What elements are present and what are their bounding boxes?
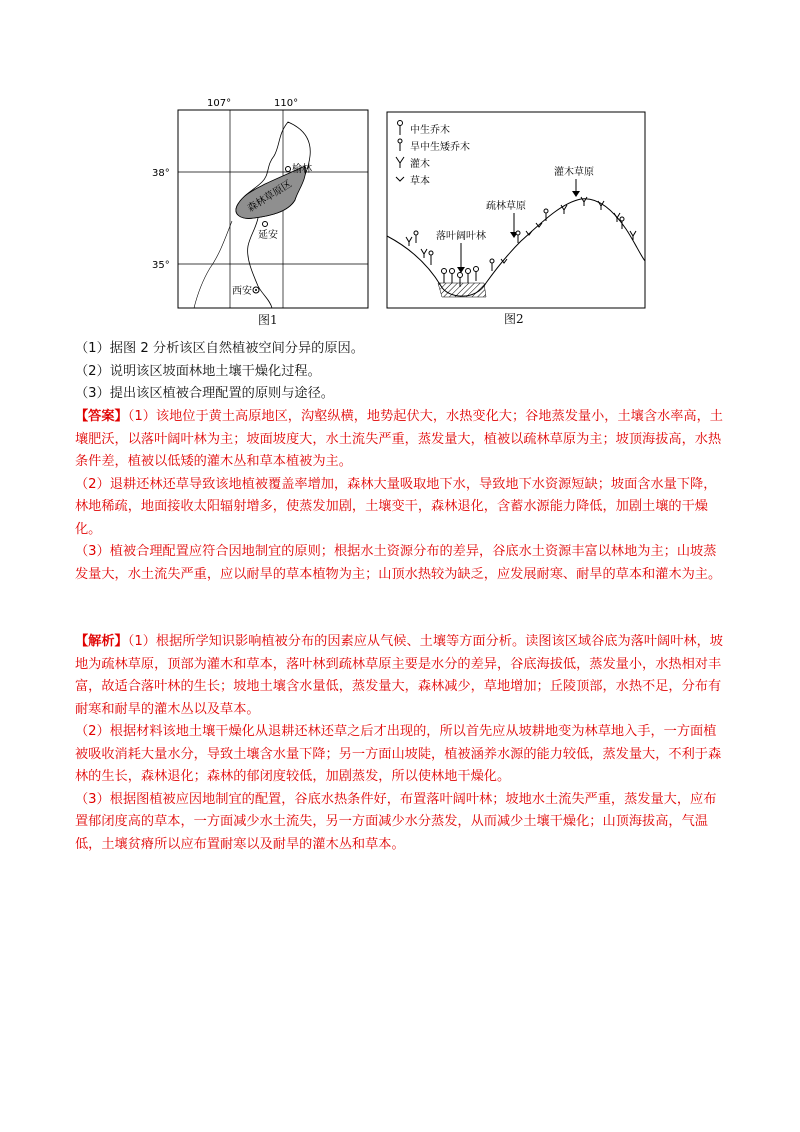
question-1: （1）据图 2 分析该区自然植被空间分异的原因。 (75, 341, 364, 356)
answer-paragraph-3: （3）植被合理配置应符合因地制宜的原则；根据水土资源分布的差异，谷底水土资源丰富以林地为主；山坡蒸发量大，水土流失严重，应以耐旱的草本植物为主；山顶水热较为缺乏，应发展耐寒、耐旱的草本和灌木为主。 (75, 544, 722, 582)
analysis-section (75, 631, 725, 856)
question-3: （3）提出该区植被合理配置的原则与途径。 (75, 386, 334, 401)
map-svg (152, 96, 370, 331)
figure-1-map (152, 96, 370, 331)
analysis-paragraph-3: （3）根据图植被应因地制宜的配置，谷底水热条件好，布置落叶阔叶林；坡地水土流失严重，蒸发量大，应布置郁闭度高的草本，一方面减少水土流失，另一方面减少水分蒸发，从而减少土壤干燥化；山顶海拔高，气温低，土壤贫瘠所以应布置耐寒以及耐旱的灌木丛和草本。 (75, 791, 717, 852)
legend-tree-icon (398, 121, 403, 136)
figures (152, 96, 650, 331)
yulin-dot (286, 167, 291, 172)
yanan-dot (263, 222, 268, 227)
answer-text-1: （1）该地位于黄土高原地区，沟壑纵横，地势起伏大，水热变化大；谷地蒸发量小，土壤含水率高，土壤肥沃，以落叶阔叶林为主；坡面坡度大，水土流失严重，蒸发量大，植被以疏林草原为主；坡顶海拔高，水热条件差，植被以低矮的灌木丛和草本植被为主。 (75, 409, 723, 469)
legend (396, 121, 470, 188)
analysis-paragraph-1 (75, 631, 725, 721)
city-xian: 西安 (232, 286, 252, 297)
profile-svg (386, 111, 648, 311)
region-label: 森林草原区 (245, 178, 294, 215)
zone-deciduous-forest: 落叶阔叶林 (436, 231, 486, 242)
legend-label-1: 旱中生矮乔木 (410, 142, 470, 153)
question-2: （2）说明该区坡面林地土壤干燥化过程。 (75, 363, 321, 379)
figure-2-profile (386, 111, 648, 331)
legend-grass-icon (396, 177, 404, 181)
questions (75, 338, 725, 406)
legend-shrub-icon (396, 157, 404, 168)
city-yulin: 榆林 (292, 164, 312, 175)
legend-label-2: 灌木 (410, 159, 430, 170)
analysis-text-1: （1）根据所学知识影响植被分布的因素应从气候、土壤等方面分析。读图该区域谷底为落叶阔叶林，坡地为疏林草原，顶部为灌木和草本，落叶林到疏林草原主要是水分的差异，谷底海拔低，蒸发量小，水热相对丰富，故适合落叶林的生长；坡地土壤含水量低，蒸发量大，森林减少，草地增加；丘陵顶部，水热不足，分布有耐寒和耐旱的灌木丛以及草本。 (75, 634, 723, 717)
answer-tag: 【答案】 (75, 409, 128, 424)
river-line (194, 221, 232, 308)
terrain-line (387, 199, 645, 296)
answer-paragraph-1 (75, 406, 725, 474)
legend-label-3: 草本 (410, 176, 430, 187)
lat-label-35: 35° (152, 260, 170, 271)
lat-label-38: 38° (152, 168, 170, 179)
legend-label-0: 中生乔木 (410, 125, 450, 136)
answer-section (75, 406, 725, 586)
analysis-paragraph-2: （2）根据材料该地土壤干燥化从退耕还林还草之后才出现的，所以首先应从坡耕地变为林草地入手，一方面植被吸收消耗大量水分，导致土壤含水量下降；另一方面山坡陡，植被涵养水源的能力较低，蒸发量大，不利于森林的生长，森林退化；森林的郁闭度较低，加剧蒸发，所以使林地干燥化。 (75, 724, 722, 784)
analysis-tag: 【解析】 (75, 634, 128, 649)
legend-dwarf-tree-icon (398, 139, 402, 151)
valley-hatch (438, 283, 486, 297)
lon-label-110: 110° (274, 98, 299, 109)
lon-label-107: 107° (207, 98, 232, 109)
city-yanan: 延安 (258, 230, 278, 241)
zone-sparse-forest: 疏林草原 (486, 201, 526, 212)
figure-2-caption: 图2 (504, 312, 524, 326)
zone-shrub-grassland: 灌木草原 (554, 167, 594, 178)
figure-1-caption: 图1 (258, 313, 278, 327)
answer-paragraph-2: （2）退耕还林还草导致该地植被覆盖率增加，森林大量吸取地下水，导致地下水资源短缺；坡面含水量下降，林地稀疏，地面接收太阳辐射增多，使蒸发加剧，土壤变干，森林退化，含蓄水源能力降低，加剧土壤的干燥化。 (75, 476, 717, 537)
